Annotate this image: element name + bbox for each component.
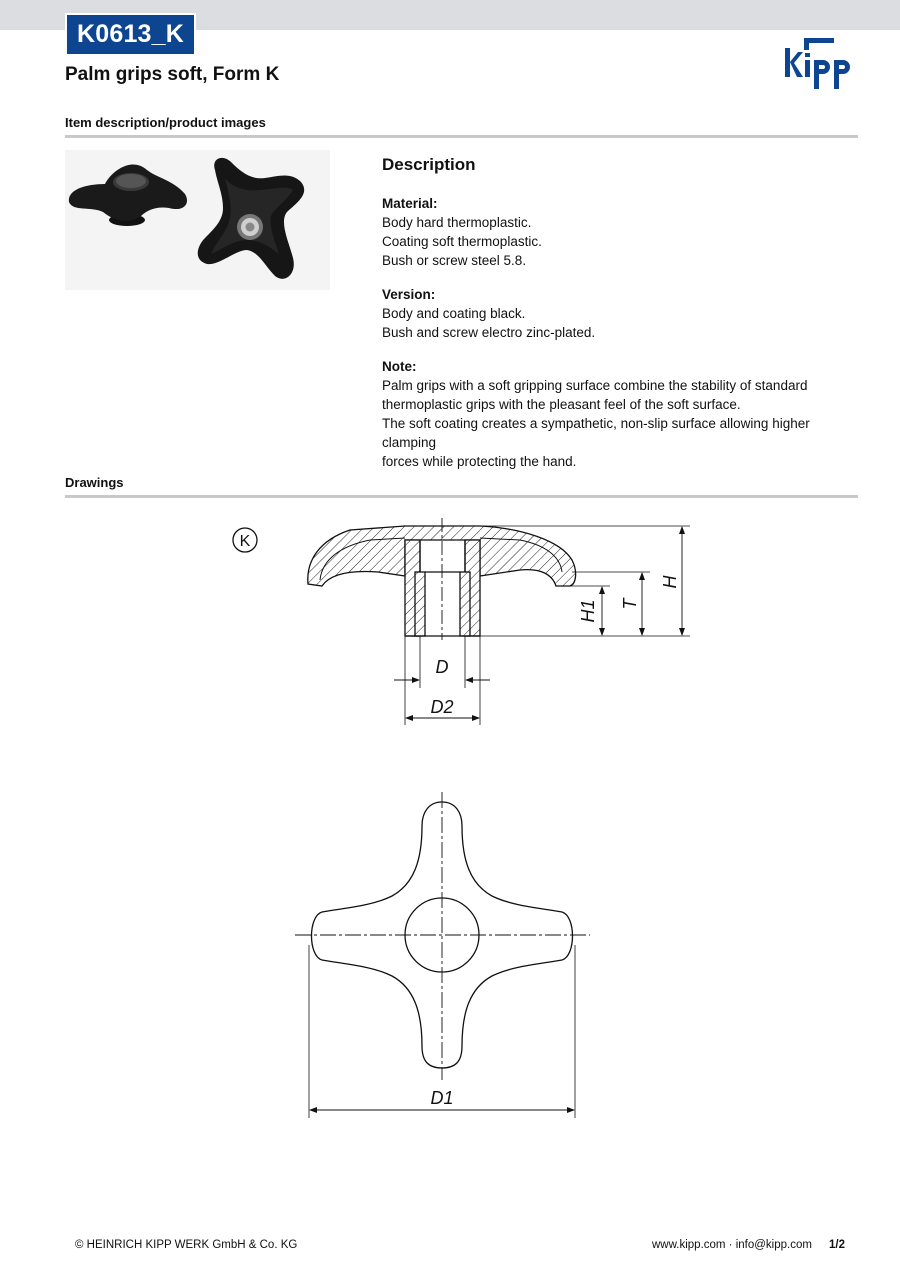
dim-label-h: H [660,575,680,589]
note-line: forces while protecting the hand. [382,454,577,469]
material-label: Material: [382,196,438,211]
footer-copyright: © HEINRICH KIPP WERK GmbH & Co. KG [75,1239,298,1251]
page-title: Palm grips soft, Form K [65,64,280,85]
item-code-badge: K0613_K [65,13,196,56]
logo-text: kipp [820,87,822,88]
note-block [382,357,857,471]
material-line: Bush or screw steel 5.8. [382,253,527,268]
dim-label-h1: H1 [578,599,598,623]
version-block [382,285,857,342]
dim-label-d2: D2 [430,697,454,717]
description-heading: Description [382,155,476,174]
top-view-drawing [285,790,605,1130]
dim-label-t: T [620,598,640,610]
material-line: Coating soft thermoplastic. [382,234,542,249]
section-rule [65,135,858,138]
material-block [382,194,857,270]
dim-label-d: D [435,657,449,677]
note-line: The soft coating creates a sympathetic, non-slip surface allowing higher clamping [382,416,810,450]
description-block [382,154,857,486]
version-line: Bush and screw electro zinc-plated. [382,325,596,340]
version-line: Body and coating black. [382,306,526,321]
note-line: Palm grips with a soft gripping surface combine the stability of standard [382,378,808,393]
section-label-drawings: Drawings [65,475,124,490]
footer-page-number: 1/2 [829,1239,845,1251]
product-photo [65,150,330,290]
note-label: Note: [382,359,417,374]
form-marker-label: K [239,533,251,550]
kipp-logo [784,38,858,92]
note-line: thermoplastic grips with the pleasant feel of the soft surface. [382,397,741,412]
section-rule [65,495,858,498]
version-label: Version: [382,287,436,302]
footer-contact: www.kipp.com · info@kipp.com [652,1239,812,1251]
section-drawing [225,508,705,738]
section-label-item-description: Item description/product images [65,115,266,130]
material-line: Body hard thermoplastic. [382,215,532,230]
dim-label-d1: D1 [430,1088,454,1108]
